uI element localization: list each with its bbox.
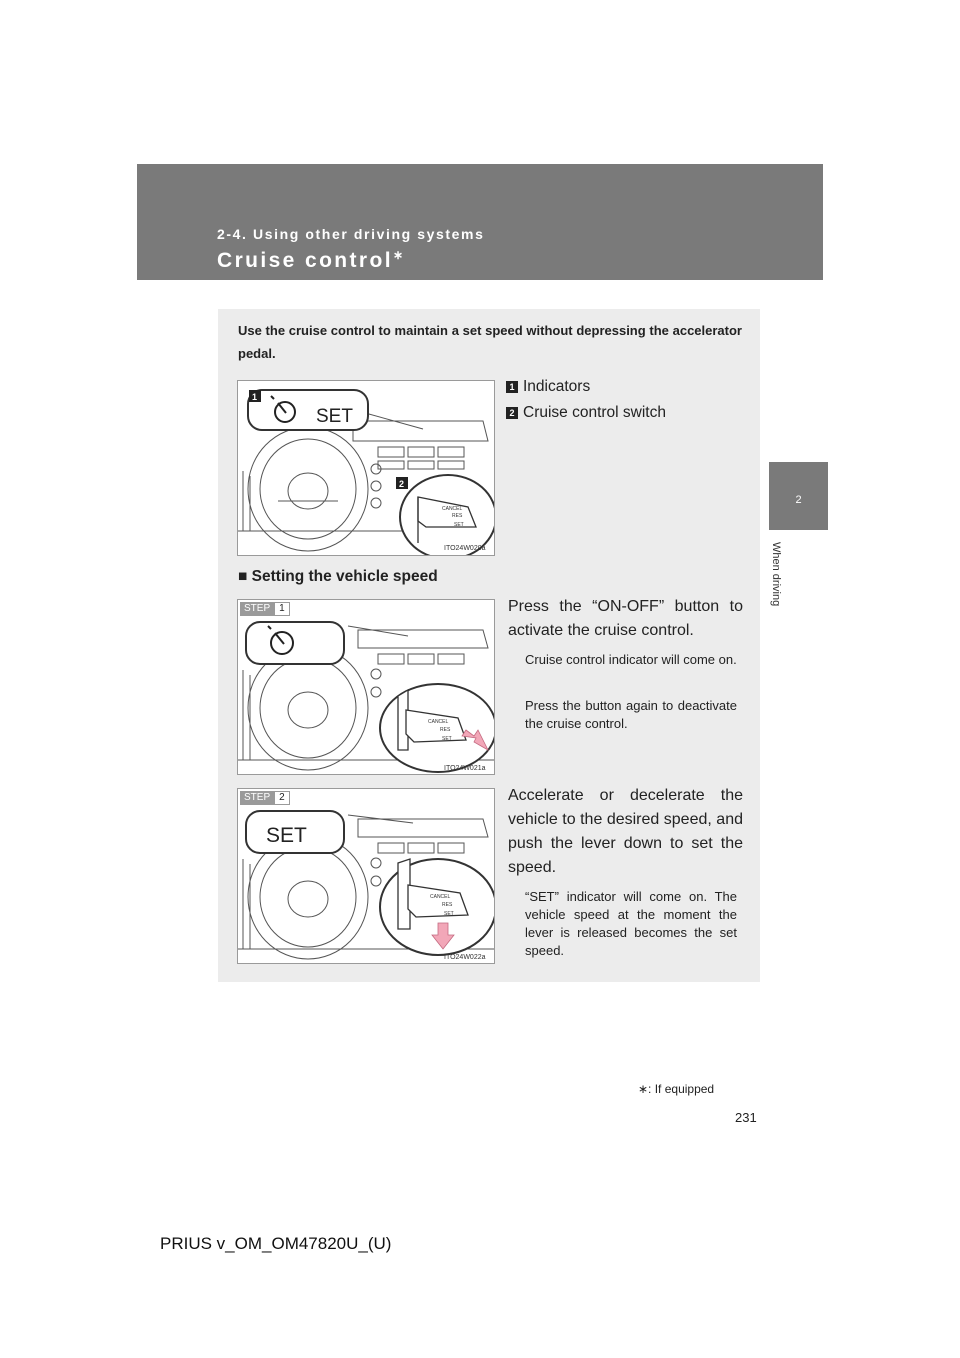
chapter-label: When driving xyxy=(770,542,782,607)
overview-set-indicator: SET xyxy=(316,406,353,427)
callout-2: 2 xyxy=(399,479,405,489)
step2-set-indicator: SET xyxy=(266,824,307,847)
step1-illustration xyxy=(238,600,494,774)
subheading-setting-speed: ■ Setting the vehicle speed xyxy=(238,568,438,585)
step2-res-label: RES xyxy=(442,902,453,908)
overview-res-label: RES xyxy=(452,513,463,519)
overview-set-label: SET xyxy=(454,522,464,528)
page-title: Cruise control∗ xyxy=(217,248,404,272)
overview-illustration xyxy=(238,381,494,555)
step2-figure xyxy=(237,788,495,964)
step2-figure-code: ITO24W022a xyxy=(444,954,486,961)
legend-badge: 2 xyxy=(506,407,518,419)
callout-1: 1 xyxy=(252,392,258,402)
chapter-tab[interactable] xyxy=(769,462,828,530)
step1-cancel-label: CANCEL xyxy=(428,719,449,725)
page-number: 231 xyxy=(735,1110,757,1125)
step2-cancel-label: CANCEL xyxy=(430,894,451,900)
section-label: 2-4. Using other driving systems xyxy=(217,226,485,242)
page-header xyxy=(137,164,823,280)
equipment-mark: ∗ xyxy=(392,248,404,262)
step1-set-label: SET xyxy=(442,736,452,742)
legend-badge: 1 xyxy=(506,381,518,393)
overview-cancel-label: CANCEL xyxy=(442,506,463,512)
chapter-number: 2 xyxy=(795,494,802,506)
footnote-if-equipped: ∗: If equipped xyxy=(638,1082,715,1096)
step1-note-1: Cruise control indicator will come on. xyxy=(525,652,737,667)
step2-note-1: “SET” indicator will come on. The vehicle speed at the moment the lever is released becomes the set speed. xyxy=(525,889,737,958)
step1-instruction: Press the “ON-OFF” button to activate the cruise control. xyxy=(508,598,743,639)
step1-tag: STEP 1 xyxy=(240,602,290,616)
content-panel xyxy=(218,309,760,982)
legend-item-switch: 2 Cruise control switch xyxy=(506,404,666,422)
step2-illustration xyxy=(238,789,494,963)
step2-tag: STEP 2 xyxy=(240,791,290,805)
step2-set-label: SET xyxy=(444,911,454,917)
step1-note-2: Press the button again to deactivate the cruise control. xyxy=(525,698,737,731)
step1-res-label: RES xyxy=(440,727,451,733)
step1-figure xyxy=(237,599,495,775)
step1-figure-code: ITO24W021a xyxy=(444,765,486,772)
overview-figure-code: ITO24W020a xyxy=(444,545,486,552)
intro-text: Use the cruise control to maintain a set speed without depressing the accelerator pedal. xyxy=(238,323,742,361)
step2-instruction: Accelerate or decelerate the vehicle to the desired speed, and push the lever down to set the speed. xyxy=(508,787,743,876)
legend-item-indicators: 1 Indicators xyxy=(506,378,590,396)
document-id: PRIUS v_OM_OM47820U_(U) xyxy=(160,1234,392,1253)
overview-figure xyxy=(237,380,495,556)
